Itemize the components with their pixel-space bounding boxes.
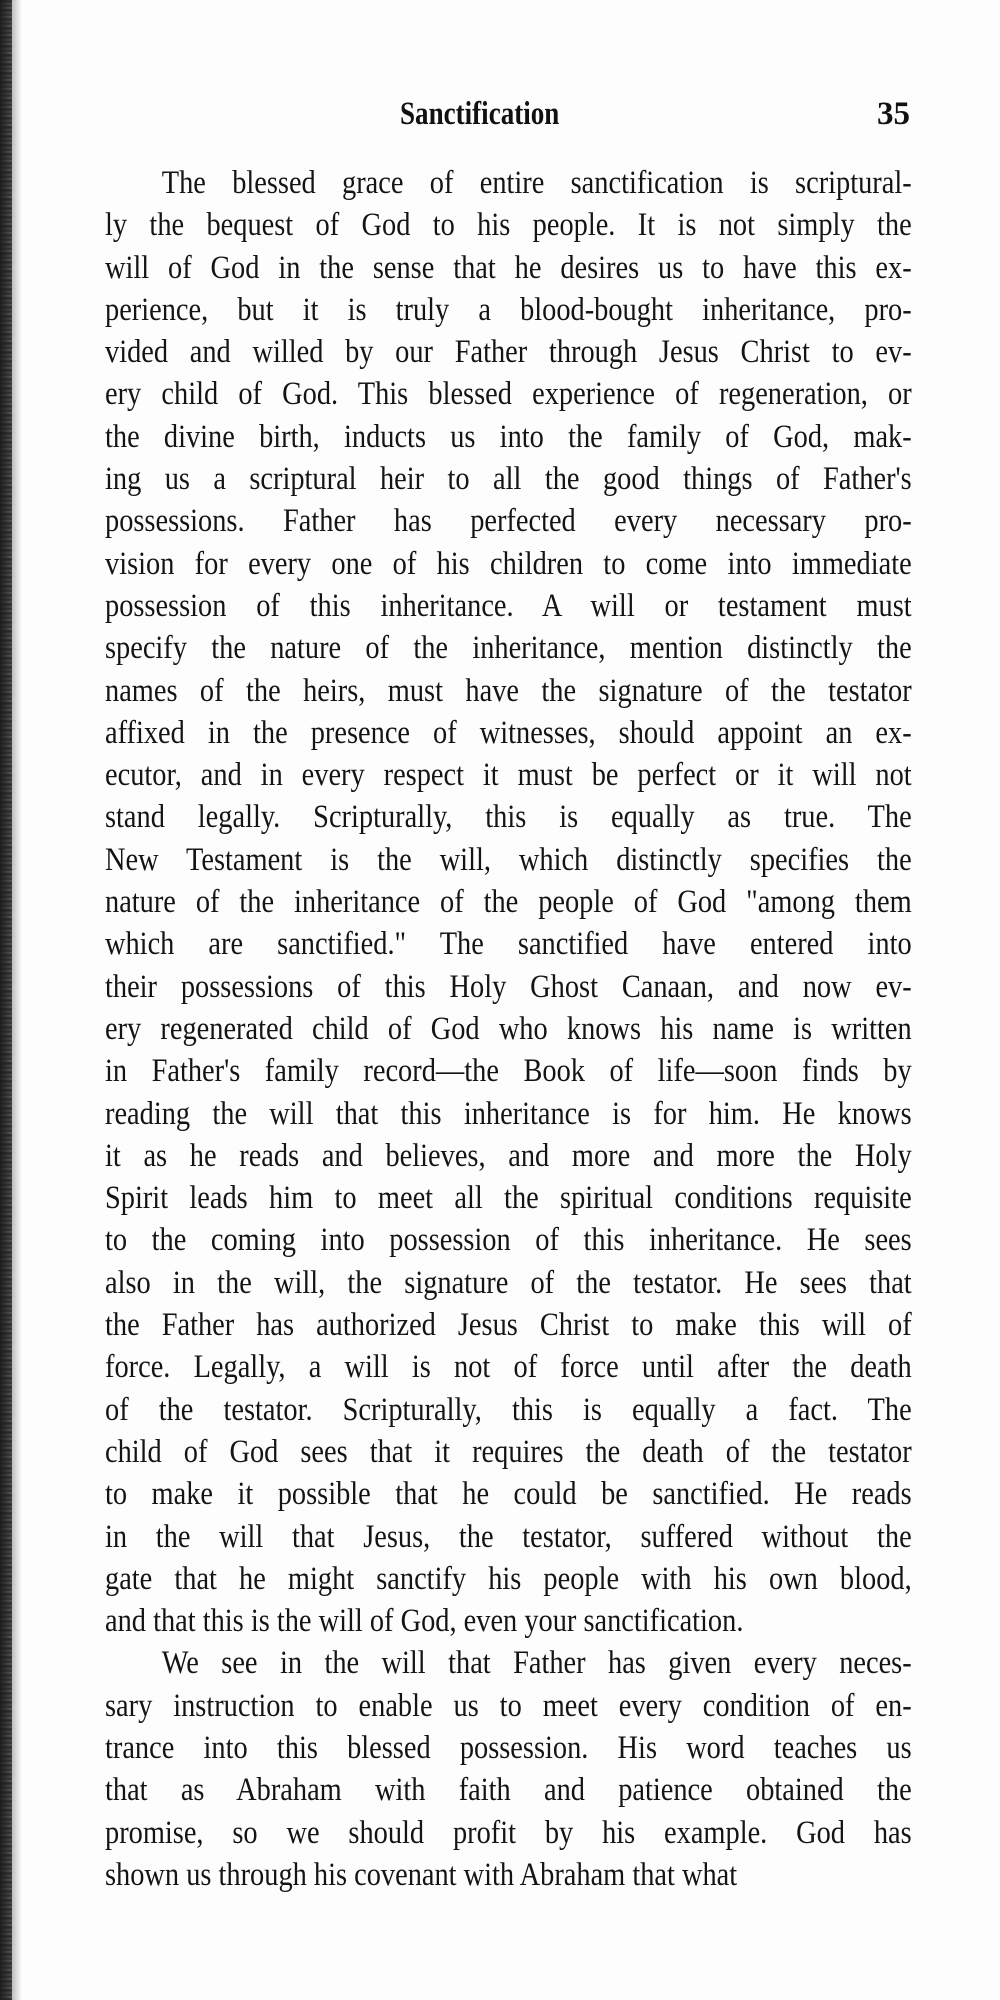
text-line: stand legally. Scripturally, this is equally as true. The — [105, 799, 912, 836]
text-line: which are sanctified." The sanctified have entered into — [105, 926, 912, 963]
text-line: ecutor, and in every respect it must be perfect or it will not — [105, 757, 912, 794]
text-line: ing us a scriptural heir to all the good things of Father's — [105, 461, 912, 498]
text-line: perience, but it is truly a blood-bought inheritance, pro- — [105, 291, 912, 328]
text-line: in the will that Jesus, the testator, suffered without the — [105, 1518, 912, 1555]
text-line: child of God sees that it requires the death of the testator — [105, 1433, 912, 1470]
text-line: sary instruction to enable us to meet every condition of en- — [105, 1687, 912, 1724]
text-line: vided and willed by our Father through Jesus Christ to ev- — [105, 334, 912, 371]
text-line: the divine birth, inducts us into the family of God, mak- — [105, 418, 912, 455]
text-line: their possessions of this Holy Ghost Canaan, and now ev- — [105, 968, 912, 1005]
text-line: possession of this inheritance. A will or testament must — [105, 587, 912, 624]
text-line: We see in the will that Father has given every neces- — [161, 1645, 912, 1682]
text-line: it as he reads and believes, and more and more the Holy — [105, 1137, 912, 1174]
text-line: The blessed grace of entire sanctification is scriptural- — [161, 165, 912, 201]
text-line: reading the will that this inheritance is for him. He knows — [105, 1095, 912, 1132]
text-line: nature of the inheritance of the people of God "among them — [105, 884, 912, 921]
text-line: affixed in the presence of witnesses, should appoint an ex- — [105, 714, 912, 751]
paragraph — [105, 1642, 912, 1896]
paragraph — [105, 162, 912, 1642]
text-line: in Father's family record—the Book of life—soon finds by — [105, 1053, 912, 1090]
text-line: vision for every one of his children to come into immediate — [105, 545, 912, 582]
text-line: specify the nature of the inheritance, mention distinctly the — [105, 630, 912, 667]
text-line: the Father has authorized Jesus Christ to make this will of — [105, 1307, 912, 1344]
text-line: to the coming into possession of this inheritance. He sees — [105, 1222, 912, 1259]
text-line: of the testator. Scripturally, this is equally a fact. The — [105, 1391, 912, 1428]
text-line: gate that he might sanctify his people with his own blood, — [105, 1560, 912, 1597]
text-line: promise, so we should profit by his example. God has — [105, 1814, 912, 1851]
text-line: shown us through his covenant with Abraham that what — [105, 1856, 738, 1893]
text-line: that as Abraham with faith and patience obtained the — [105, 1772, 912, 1809]
text-line: and that this is the will of God, even your sanctification. — [105, 1603, 744, 1640]
text-line: names of the heirs, must have the signature of the testator — [105, 672, 912, 709]
text-line: Spirit leads him to meet all the spiritual conditions requisite — [105, 1180, 912, 1217]
text-line: New Testament is the will, which distinctly specifies the — [105, 841, 912, 878]
page-header — [400, 96, 910, 146]
page-number: 35 — [877, 96, 910, 132]
text-line: trance into this blessed possession. His word teaches us — [105, 1729, 912, 1766]
page-binding-edge — [0, 0, 12, 2000]
text-line: ery regenerated child of God who knows his name is written — [105, 1010, 912, 1047]
text-line: ery child of God. This blessed experience of regeneration, or — [105, 376, 912, 413]
text-line: also in the will, the signature of the testator. He sees that — [105, 1264, 912, 1301]
text-line: force. Legally, a will is not of force until after the death — [105, 1349, 912, 1386]
text-line: will of God in the sense that he desires us to have this ex- — [105, 249, 912, 286]
running-title: Sanctification — [400, 96, 560, 132]
text-line: ly the bequest of God to his people. It is not simply the — [105, 207, 912, 244]
text-line: to make it possible that he could be sanctified. He reads — [105, 1476, 912, 1513]
body-text — [105, 162, 912, 1896]
page-binding-shadow — [12, 0, 22, 2000]
text-line: possessions. Father has perfected every necessary pro- — [105, 503, 912, 540]
